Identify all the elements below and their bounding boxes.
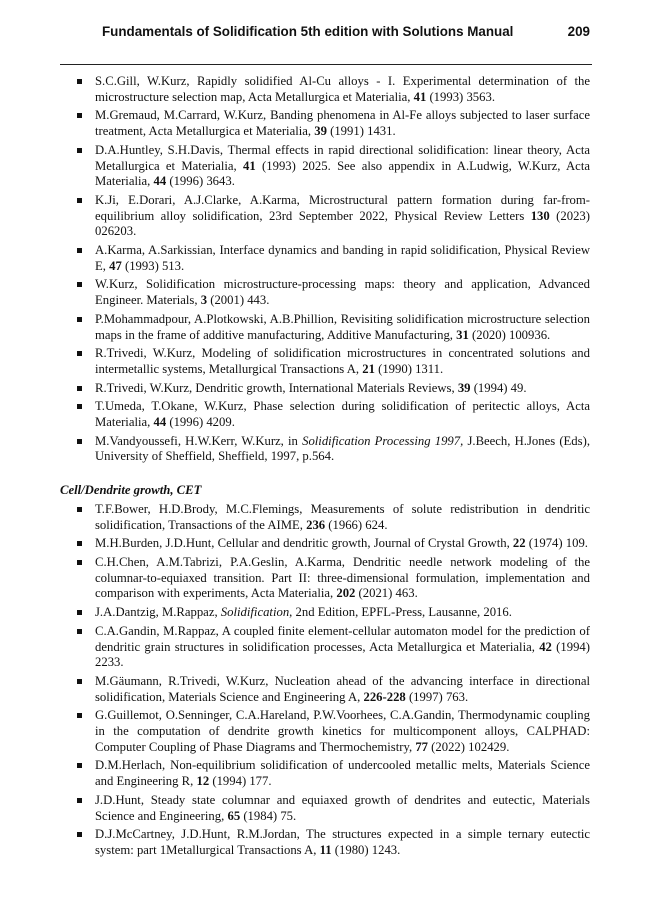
reference-text: (1994) 177. (209, 774, 272, 789)
reference-item (60, 381, 590, 397)
reference-text: M.Gremaud, M.Carrard, W.Kurz, Banding phenomena in Al-Fe alloys subjected to laser surface treatment, Acta Metallurgica et Materialia, (95, 108, 590, 139)
reference-text: R.Trivedi, W.Kurz, Dendritic growth, International Materials Reviews, (95, 380, 458, 395)
reference-text: (2022) 102429. (428, 739, 510, 754)
reference-text: (1984) 75. (240, 808, 297, 823)
reference-item (60, 108, 590, 139)
reference-text: T.Umeda, T.Okane, W.Kurz, Phase selection during solidification of peritectic alloys, Acta Materialia, (95, 399, 590, 430)
reference-text: J.Beech, H.Jones (Eds), University of Sheffield, Sheffield, 1997, p.564. (95, 433, 590, 464)
page-number: 209 (567, 24, 590, 39)
italic-title: Solidification Processing 1997, (302, 433, 464, 448)
reference-text: W.Kurz, Solidification microstructure-processing maps: theory and application, Advanced Engineer. Materials, (95, 277, 590, 308)
volume-number: 22 (512, 536, 526, 551)
italic-title: Solidification (220, 605, 290, 620)
reference-text: D.M.Herlach, Non-equilibrium solidification of undercooled metallic melts, Materials Science and Engineering R, (95, 758, 590, 789)
reference-text: (1994) 2233. (95, 639, 590, 670)
reference-text: (2020) 100936. (468, 327, 551, 342)
volume-number: 44 (153, 174, 167, 189)
running-header (60, 24, 592, 46)
reference-text: C.A.Gandin, M.Rappaz, A coupled finite element-cellular automaton model for the prediction of dendritic grain structures in solidification processes, Acta Metallurgica et Materialia, (95, 623, 590, 654)
reference-text: D.A.Huntley, S.H.Davis, Thermal effects in rapid directional solidification: linear theory, Acta Metallurgica et Materialia, (95, 142, 590, 173)
reference-text: , 2nd Edition, EPFL-Press, Lausanne, 2016. (289, 605, 512, 620)
reference-text: (1996) 3643. (166, 174, 235, 189)
references-body (60, 74, 590, 862)
volume-number: 42 (539, 639, 552, 654)
reference-text: P.Mohammadpour, A.Plotkowski, A.B.Phillion, Revisiting solidification microstructure selection maps in the frame of additive manufacturing, Additive Manufacturing, (95, 311, 590, 342)
volume-number: 39 (457, 380, 471, 395)
reference-item (60, 624, 590, 671)
volume-number: 12 (196, 774, 210, 789)
reference-item (60, 605, 590, 621)
reference-text: (1993) 513. (121, 258, 185, 273)
reference-item (60, 277, 590, 308)
reference-list-rapid-solidification (60, 74, 590, 465)
reference-text: J.D.Hunt, Steady state columnar and equiaxed growth of dendrites and eutectic, Materials Science and Engineering, (95, 792, 590, 823)
reference-item (60, 193, 590, 240)
reference-text: (2023) 026203. (95, 208, 591, 239)
volume-number: 21 (362, 361, 375, 376)
reference-item (60, 708, 590, 755)
reference-item (60, 74, 590, 105)
reference-text: (1993) 3563. (426, 89, 495, 104)
reference-text: M.Vandyoussefi, H.W.Kerr, W.Kurz, in (95, 433, 303, 448)
reference-text: S.C.Gill, W.Kurz, Rapidly solidified Al-Cu alloys - I. Experimental determination of the microstructure selection map, Acta Metallurgica et Materialia, (95, 74, 590, 104)
header-rule (60, 64, 592, 65)
reference-item (60, 827, 590, 858)
reference-item (60, 346, 590, 377)
section-heading: Cell/Dendrite growth, CET (60, 483, 202, 498)
reference-text: M.Gäumann, R.Trivedi, W.Kurz, Nucleation ahead of the advancing interface in directional solidification, Materials Science and Engineering A, (95, 673, 590, 704)
reference-text: (1994) 49. (470, 380, 527, 395)
reference-item (60, 399, 590, 430)
reference-list-cell-dendrite (60, 502, 590, 859)
volume-number: 226-228 (363, 689, 406, 704)
volume-number: 47 (109, 258, 122, 273)
reference-item (60, 243, 590, 274)
reference-text: M.H.Burden, J.D.Hunt, Cellular and dendritic growth, Journal of Crystal Growth, (95, 536, 513, 551)
volume-number: 3 (200, 293, 208, 308)
reference-text: (1980) 1243. (331, 842, 401, 857)
reference-text: (1997) 763. (405, 689, 469, 704)
reference-item (60, 536, 590, 552)
reference-text: (1974) 109. (525, 536, 588, 551)
reference-text: (1991) 1431. (326, 124, 396, 139)
volume-number: 130 (530, 208, 550, 223)
reference-text: J.A.Dantzig, M.Rappaz, (95, 605, 221, 620)
reference-item (60, 674, 590, 705)
reference-item (60, 434, 590, 465)
reference-text: K.Ji, E.Dorari, A.J.Clarke, A.Karma, Microstructural pattern formation during far-from-equilibrium alloy solidification, 23rd September 2022, Physical Review Letters (95, 192, 590, 223)
volume-number: 44 (153, 415, 167, 430)
reference-text: (1993) 2025. See also appendix in A.Ludwig, W.Kurz, Acta Materialia, (95, 158, 590, 189)
reference-text: A.Karma, A.Sarkissian, Interface dynamics and banding in rapid solidification, Physical Review E, (95, 243, 590, 273)
volume-number: 77 (415, 739, 428, 754)
volume-number: 236 (306, 517, 326, 532)
reference-text: (1966) 624. (325, 517, 388, 532)
reference-text: R.Trivedi, W.Kurz, Modeling of solidification microstructures in concentrated solutions and intermetallic systems, Metallurgical Transactions A, (95, 346, 590, 376)
reference-text: (1996) 4209. (166, 415, 235, 430)
volume-number: 202 (336, 586, 356, 601)
reference-text: (1990) 1311. (374, 361, 444, 376)
reference-text: G.Guillemot, O.Senninger, C.A.Hareland, P.W.Voorhees, C.A.Gandin, Thermodynamic coupling in the computation of dendrite growth kinetics for multicomponent alloys, CALPHAD: Computer Coupling of Phase Diagrams and Thermochemistry, (95, 708, 590, 754)
reference-item (60, 502, 590, 533)
volume-number: 31 (456, 327, 469, 342)
book-title: Fundamentals of Solidification 5th edition with Solutions Manual (102, 24, 514, 39)
reference-item (60, 143, 590, 190)
reference-item (60, 793, 590, 824)
reference-text: T.F.Bower, H.D.Brody, M.C.Flemings, Measurements of solute redistribution in dendritic solidification, Transactions of the AIME, (95, 501, 590, 532)
reference-text: D.J.McCartney, J.D.Hunt, R.M.Jordan, The structures expected in a simple ternary eutectic system: part 1Metallurgical Transactions A, (95, 827, 590, 857)
reference-item (60, 312, 590, 343)
volume-number: 41 (243, 158, 256, 173)
reference-text: (2001) 443. (207, 293, 270, 308)
reference-text: (2021) 463. (355, 586, 418, 601)
volume-number: 65 (227, 808, 241, 823)
reference-text: C.H.Chen, A.M.Tabrizi, P.A.Geslin, A.Karma, Dendritic needle network modeling of the columnar-to-equiaxed transition. Part II: three-dimensional formulation, implementation and comparison with experiments, Acta Materialia, (95, 554, 590, 601)
volume-number: 39 (314, 124, 327, 139)
reference-item (60, 555, 590, 602)
reference-item (60, 758, 590, 789)
volume-number: 11 (319, 842, 332, 857)
volume-number: 41 (413, 89, 427, 104)
